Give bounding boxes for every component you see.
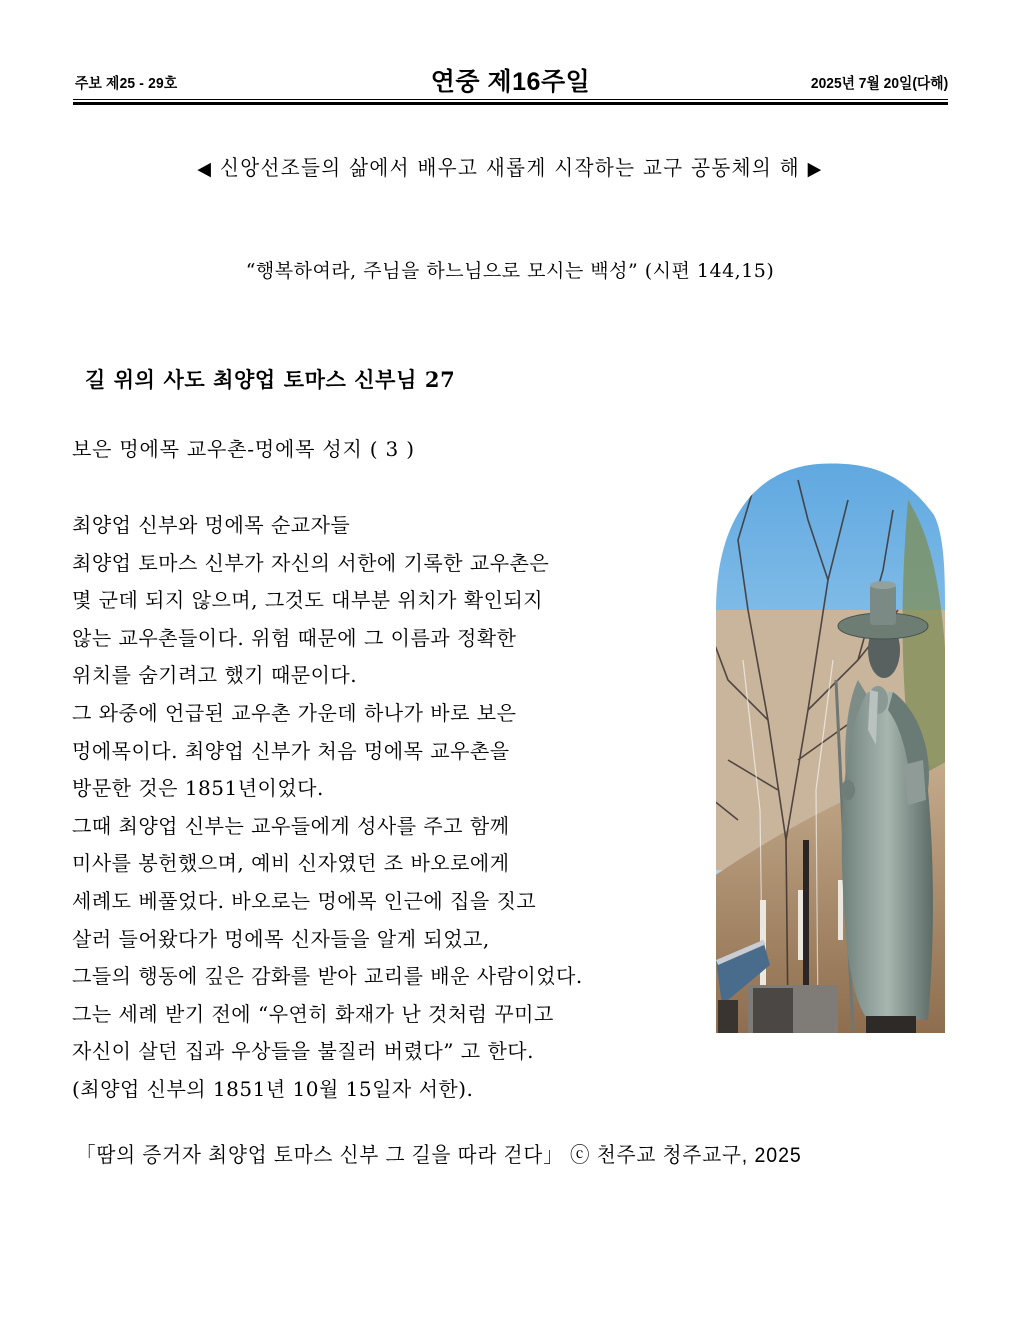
scripture-verse: “행복하여라, 주님을 하느님으로 모시는 백성” (시편 144,15)	[245, 260, 775, 282]
article-title: 길 위의 사도 최양업 토마스 신부님 27	[85, 367, 456, 392]
diocese-motto	[36, 152, 985, 182]
statue-photo	[708, 460, 949, 1033]
article-body	[72, 507, 692, 1109]
body-line: (최양업 신부의 1851년 10월 15일자 서한).	[72, 1076, 474, 1101]
body-line: 세례도 베풀었다. 바오로는 멍에목 인근에 집을 짓고	[72, 888, 537, 913]
body-line: 미사를 봉헌했으며, 예비 신자였던 조 바오로에게	[72, 851, 510, 876]
body-line: 몇 군데 되지 않으며, 그것도 대부분 위치가 확인되지	[72, 588, 544, 613]
body-line: 멍에목이다. 최양업 신부가 처음 멍에목 교우촌을	[72, 738, 510, 763]
copyright-credit: 「땀의 증거자 최양업 토마스 신부 그 길을 따라 걷다」 ⓒ 천주교 청주교구, 2025	[76, 1144, 802, 1167]
body-line: 그때 최양업 신부는 교우들에게 성사를 주고 함께	[72, 813, 510, 838]
issue-date: 2025년 7월 20일(다해)	[810, 75, 948, 92]
body-line: 자신이 살던 집과 우상들을 불질러 버렸다” 고 한다.	[72, 1039, 534, 1064]
section-heading: 최양업 신부와 멍에목 순교자들	[72, 513, 351, 537]
page-title: 연중 제16주일	[430, 68, 591, 96]
body-line: 그들의 행동에 깊은 감화를 받아 교리를 배운 사람이었다.	[72, 964, 583, 989]
body-line: 최양업 토마스 신부가 자신의 서한에 기록한 교우촌은	[72, 550, 550, 575]
body-line: 그는 세례 받기 전에 “우연히 화재가 난 것처럼 꾸미고	[72, 1001, 554, 1026]
body-line: 그 와중에 언급된 교우촌 가운데 하나가 바로 보은	[72, 700, 517, 725]
body-line: 않는 교우촌들이다. 위험 때문에 그 이름과 정확한	[72, 625, 517, 650]
article-subtitle: 보은 멍에목 교우촌-멍에목 성지 ( 3 )	[72, 437, 415, 461]
body-line: 방문한 것은 1851년이었다.	[72, 776, 324, 801]
body-line: 위치를 숨기려고 했기 때문이다.	[72, 663, 358, 688]
triangle-right-icon: ▶	[807, 158, 823, 180]
body-line: 살러 들어왔다가 멍에목 신자들을 알게 되었고,	[72, 926, 490, 951]
motto-text: 신앙선조들의 삶에서 배우고 새롭게 시작하는 교구 공동체의 해	[219, 156, 801, 180]
header-rule-thin	[73, 99, 948, 100]
page-header	[73, 62, 948, 102]
header-rule-thick	[73, 102, 948, 105]
triangle-left-icon: ◀	[197, 158, 213, 180]
issue-number: 주보 제25 - 29호	[75, 75, 178, 92]
